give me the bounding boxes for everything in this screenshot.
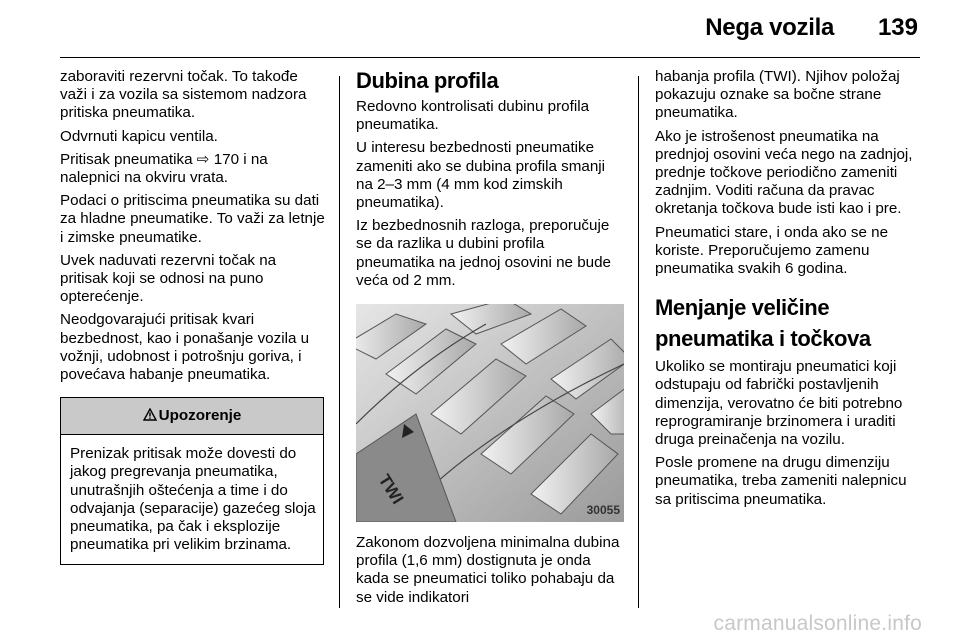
- figure-number: 30055: [586, 502, 620, 517]
- twi-label: TWI: [374, 471, 408, 508]
- paragraph: Posle promene na drugu dimenziju pneumatika, treba zameniti nalepnicu sa pritiscima pneumatika.: [655, 454, 907, 508]
- column-3: [655, 68, 925, 514]
- column-2: [356, 68, 624, 612]
- tire-tread-figure: [356, 304, 624, 522]
- paragraph: U interesu bezbednosti pneumatike zameniti ako se dubina profila smanji na 2–3 mm (4 mm kod zimskih pneumatika).: [356, 139, 606, 212]
- paragraph: habanja profila (TWI). Njihov položaj pokazuju oznake sa bočne strane pneumatika.: [655, 68, 900, 122]
- paragraph: Redovno kontrolisati dubinu profila pneumatika.: [356, 98, 590, 134]
- warning-triangle-icon: [143, 398, 157, 434]
- paragraph-text: Pritisak pneumatika: [60, 150, 197, 168]
- column-divider-1: [339, 76, 340, 608]
- paragraph: Zakonom dozvoljena minimalna dubina profila (1,6 mm) dostignuta je onda kada se pneumatici toliko pohabaju da se vide indikatori: [356, 534, 620, 606]
- column-divider-2: [638, 76, 639, 608]
- paragraph: Ako je istrošenost pneumatika na prednjoj osovini veća nego na zadnjoj, prednje točkove periodično zameniti zadnjim. Voditi računa da pravac okretanja točkova bude isti kao i pre.: [655, 127, 913, 218]
- paragraph: zaboraviti rezervni točak. To takođe važi i za vozila sa sistemom nadzora pritiska pneumatika.: [60, 68, 307, 122]
- page-number: 139: [877, 14, 918, 41]
- header-rule: [60, 57, 920, 58]
- warning-header: [61, 398, 323, 435]
- paragraph: Podaci o pritiscima pneumatika su dati za hladne pneumatike. To važi za letnje i zimske pneumatike.: [60, 192, 325, 246]
- paragraph: Ukoliko se montiraju pneumatici koji odstupaju od fabrički postavljenih dimenzija, verovatno će biti potrebno reprogramiranje brzinomera i uraditi druga preinačenja na vozilu.: [655, 358, 903, 449]
- page-reference-icon: ⇨: [196, 150, 210, 168]
- paragraph: Odvrnuti kapicu ventila.: [60, 127, 218, 145]
- column-1: [60, 68, 328, 565]
- section-title: Nega vozila: [705, 14, 834, 41]
- paragraph: Pneumatici stare, i onda ako se ne koriste. Preporučujemo zamenu pneumatika svakih 6 godina.: [655, 223, 889, 278]
- paragraph: Neodgovarajući pritisak kvari bezbednost, kao i ponašanje vozila u vožnji, udobnost i potrošnju goriva, i povećava habanje pneumatika.: [60, 311, 310, 384]
- warning-text: Prenizak pritisak može dovesti do jakog pregrevanja pneumatika, unutrašnjih oštećenja a time i do odvajanja (separacije) gazećeg sloja pneumatika, pa čak i eksplozije pneumatika pri velikim brzinama.: [70, 445, 316, 554]
- section-heading: Dubina profila: [356, 68, 499, 93]
- paragraph: Uvek naduvati rezervni točak na pritisak koji se odnosi na puno opterećenje.: [60, 251, 277, 306]
- paragraph: Iz bezbednosnih razloga, preporučuje se da razlika u dubini profila pneumatika na jednoj osovini ne bude veća od 2 mm.: [356, 217, 611, 289]
- warning-box: [60, 397, 324, 565]
- paragraph: [60, 151, 328, 187]
- section-heading: Menjanje veličine pneumatika i točkova: [655, 295, 871, 352]
- warning-title: Upozorenje: [158, 407, 242, 425]
- watermark-text: carmanualsonline.info: [713, 612, 922, 635]
- tire-tread-illustration: [356, 304, 624, 522]
- paragraph-text: 170 i na nalepnici na okviru vrata.: [60, 150, 268, 187]
